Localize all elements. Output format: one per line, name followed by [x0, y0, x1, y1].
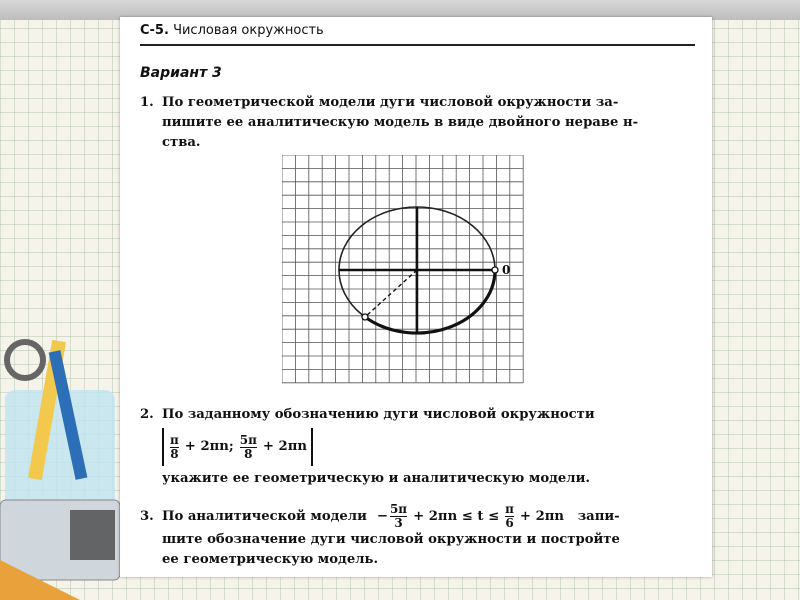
- task-3-number: 3.: [140, 508, 154, 524]
- task-3-pre: По аналитической модели: [162, 508, 367, 524]
- header-divider: [140, 44, 695, 46]
- task-1-line1: По геометрической модели дуги числовой окружности за-: [162, 95, 619, 110]
- task-1: [140, 93, 700, 153]
- page-header: [140, 23, 324, 38]
- arc-start-point: [492, 267, 498, 273]
- t3-f2-num: π: [505, 502, 514, 516]
- t2-f2-num: 5π: [239, 432, 257, 447]
- task-2-number: 2.: [140, 407, 154, 422]
- t3-mid: + 2πn ≤ t ≤: [413, 508, 500, 524]
- zero-label: 0: [502, 263, 511, 277]
- task-3: [140, 503, 710, 570]
- arc-end-point: [362, 314, 368, 320]
- task-1-line2: пишите ее аналитическую модель в виде двойного нераве н-: [162, 115, 639, 130]
- t2-mid: + 2πn;: [184, 439, 234, 454]
- t2-f1-num: π: [170, 432, 179, 447]
- t3-f1-num: 5π: [389, 502, 408, 516]
- number-circle-figure: [282, 155, 532, 400]
- t3-f2-den: 6: [505, 516, 514, 530]
- t2-f1-den: 8: [170, 446, 179, 461]
- dashed-radius: [365, 270, 417, 317]
- arc-notation: [162, 428, 313, 466]
- worksheet-page: [120, 17, 712, 577]
- task-3-line2: шите обозначение дуги числовой окружности и постройте: [162, 532, 620, 547]
- header-code: С-5.: [140, 23, 169, 38]
- variant-title: Вариант 3: [140, 65, 222, 81]
- highlighted-arc: [365, 270, 495, 333]
- task-2-line3: укажите ее геометрическую и аналитическую модели.: [162, 471, 590, 486]
- t2-end: + 2πn: [262, 439, 307, 454]
- task-1-number: 1.: [140, 95, 154, 110]
- header-title: Числовая окружность: [173, 23, 324, 38]
- t3-post: + 2πn запи-: [519, 508, 620, 524]
- task-1-line3: ства.: [162, 135, 201, 150]
- t3-f1-den: 3: [394, 516, 403, 530]
- t3-minus: −: [376, 508, 388, 524]
- task-2-line1: По заданному обозначению дуги числовой окружности: [162, 407, 595, 422]
- t2-f2-den: 8: [244, 446, 253, 461]
- task-2: [140, 405, 700, 489]
- stationery-illustration: [0, 330, 130, 600]
- task-3-line3: ее геометрическую модель.: [162, 552, 379, 567]
